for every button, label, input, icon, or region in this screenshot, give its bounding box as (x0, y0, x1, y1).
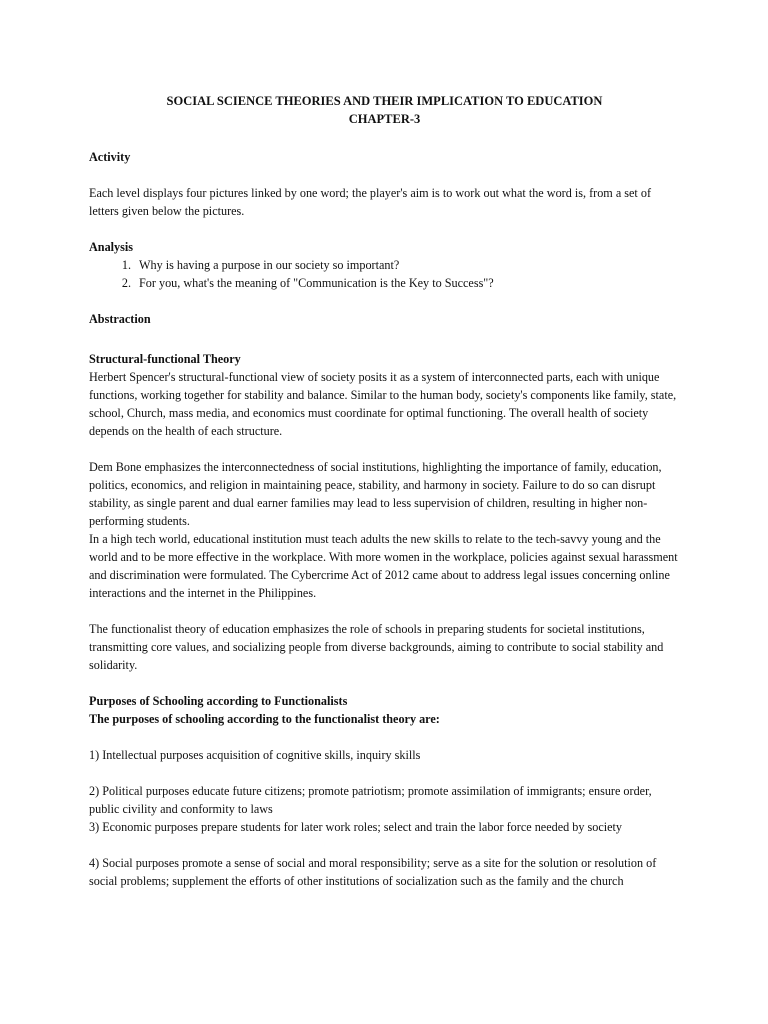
structural-paragraph-3: In a high tech world, educational institution must teach adults the new skills to relate to the tech-savvy young and the world and to be more effective in the workplace. With more women in the workplace, policies against sexual harassment and discrimination were formulated. The Cybercrime Act of 2012 came about to address legal issues concerning online interactions and the internet in the Philippines. (89, 532, 678, 600)
purpose-item-social: 4) Social purposes promote a sense of social and moral responsibility; serve as a site for the solution or resolution of social problems; supplement the efforts of other institutions of socialization such as the family and the church (89, 856, 657, 888)
list-item (89, 274, 680, 292)
analysis-list (89, 256, 680, 292)
activity-heading: Activity (89, 150, 131, 164)
analysis-heading: Analysis (89, 240, 134, 254)
list-number: 2. (121, 276, 131, 290)
structural-paragraph-2: Dem Bone emphasizes the interconnectedness of social institutions, highlighting the importance of family, education, politics, economics, and religion in maintaining peace, stability, and harmony in society. Failure to do so can disrupt stability, as single parent and dual earner families may lead to less supervision of children, resulting in higher non-performing students. (89, 460, 662, 528)
structural-paragraph-1: Herbert Spencer's structural-functional view of society posits it as a system of interconnected parts, each with unique functions, working together for stability and balance. Similar to the human body, society's components like family, state, school, Church, mass media, and economics must coordinate for optimal functioning. The overall health of society depends on the health of each structure. (89, 370, 677, 438)
purposes-heading: Purposes of Schooling according to Functionalists (89, 694, 348, 708)
structural-functional-heading: Structural-functional Theory (89, 352, 241, 366)
activity-text: Each level displays four pictures linked by one word; the player's aim is to work out what the word is, from a set of letters given below the pictures. (89, 186, 652, 218)
document-title: SOCIAL SCIENCE THEORIES AND THEIR IMPLICATION TO EDUCATION (166, 94, 603, 108)
purpose-item-political: 2) Political purposes educate future citizens; promote patriotism; promote assimilation of immigrants; ensure order, public civility and conformity to laws (89, 784, 652, 816)
list-text: For you, what's the meaning of "Communication is the Key to Success"? (139, 276, 494, 290)
abstraction-heading: Abstraction (89, 312, 151, 326)
chapter-label: CHAPTER-3 (348, 112, 421, 126)
purpose-item-economic: 3) Economic purposes prepare students for later work roles; select and train the labor force needed by society (89, 820, 623, 834)
structural-paragraph-4: The functionalist theory of education emphasizes the role of schools in preparing students for societal institutions, transmitting core values, and socializing people from diverse backgrounds, aiming to contribute to social stability and solidarity. (89, 622, 664, 672)
list-number: 1. (121, 258, 131, 272)
list-text: Why is having a purpose in our society so important? (139, 258, 400, 272)
purpose-item-intellectual: 1) Intellectual purposes acquisition of cognitive skills, inquiry skills (89, 748, 421, 762)
purposes-subheading: The purposes of schooling according to the functionalist theory are: (89, 712, 440, 726)
list-item (89, 256, 680, 274)
